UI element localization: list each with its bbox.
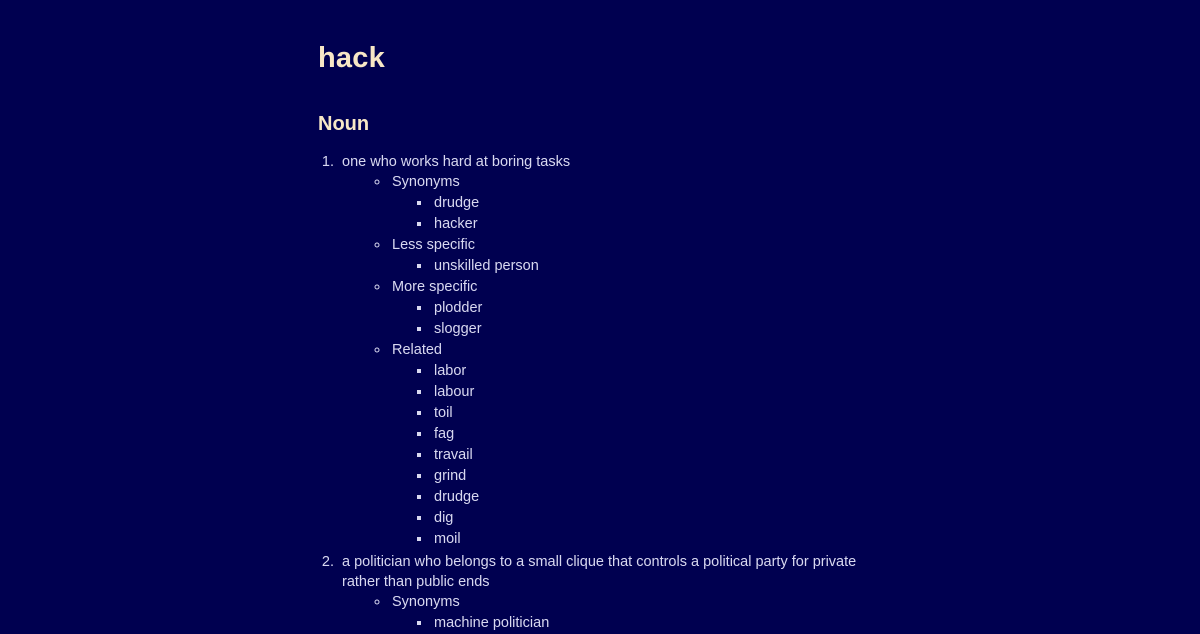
term[interactable]: slogger [434, 321, 482, 337]
relation-group-label: Synonyms [392, 174, 460, 190]
list-item [432, 319, 862, 340]
relation-group-list [342, 172, 862, 550]
sense-definition: one who works hard at boring tasks [342, 154, 571, 170]
list-item [432, 613, 862, 634]
list-item [390, 592, 862, 634]
list-item [338, 552, 862, 634]
relation-group-label: Less specific [392, 237, 476, 253]
sense-list [0, 152, 1200, 634]
term-list [392, 256, 862, 277]
relation-group-list [342, 592, 862, 634]
term[interactable]: machine politician [434, 615, 550, 631]
list-item [432, 466, 862, 487]
term-list [392, 298, 862, 340]
term[interactable]: dig [434, 510, 454, 526]
list-item [432, 298, 862, 319]
sense-definition: a politician who belongs to a small clique that controls a political party for private rather than public ends [342, 554, 857, 590]
list-item [432, 361, 862, 382]
list-item [432, 487, 862, 508]
list-item [390, 172, 862, 235]
list-item [390, 277, 862, 340]
list-item [432, 424, 862, 445]
list-item [432, 445, 862, 466]
relation-group-label: Related [392, 342, 442, 358]
list-item [432, 529, 862, 550]
list-item [432, 508, 862, 529]
list-item [432, 256, 862, 277]
term[interactable]: toil [434, 405, 453, 421]
list-item [432, 193, 862, 214]
relation-group-label: Synonyms [392, 594, 460, 610]
list-item [338, 152, 862, 550]
term[interactable]: travail [434, 447, 473, 463]
list-item [432, 214, 862, 235]
list-item [390, 235, 862, 277]
term[interactable]: labour [434, 384, 475, 400]
term[interactable]: hacker [434, 216, 478, 232]
term-list [392, 193, 862, 235]
term[interactable]: grind [434, 468, 467, 484]
term[interactable]: moil [434, 531, 461, 547]
term[interactable]: drudge [434, 195, 480, 211]
term[interactable]: unskilled person [434, 258, 539, 274]
relation-group-label: More specific [392, 279, 478, 295]
term-list [392, 361, 862, 550]
list-item [390, 340, 862, 550]
term[interactable]: labor [434, 363, 467, 379]
term[interactable]: plodder [434, 300, 483, 316]
list-item [432, 382, 862, 403]
term-list [392, 613, 862, 634]
page-title: hack [318, 42, 385, 74]
term[interactable]: fag [434, 426, 455, 442]
list-item [432, 403, 862, 424]
term[interactable]: drudge [434, 489, 480, 505]
part-of-speech-heading: Noun [318, 113, 370, 135]
